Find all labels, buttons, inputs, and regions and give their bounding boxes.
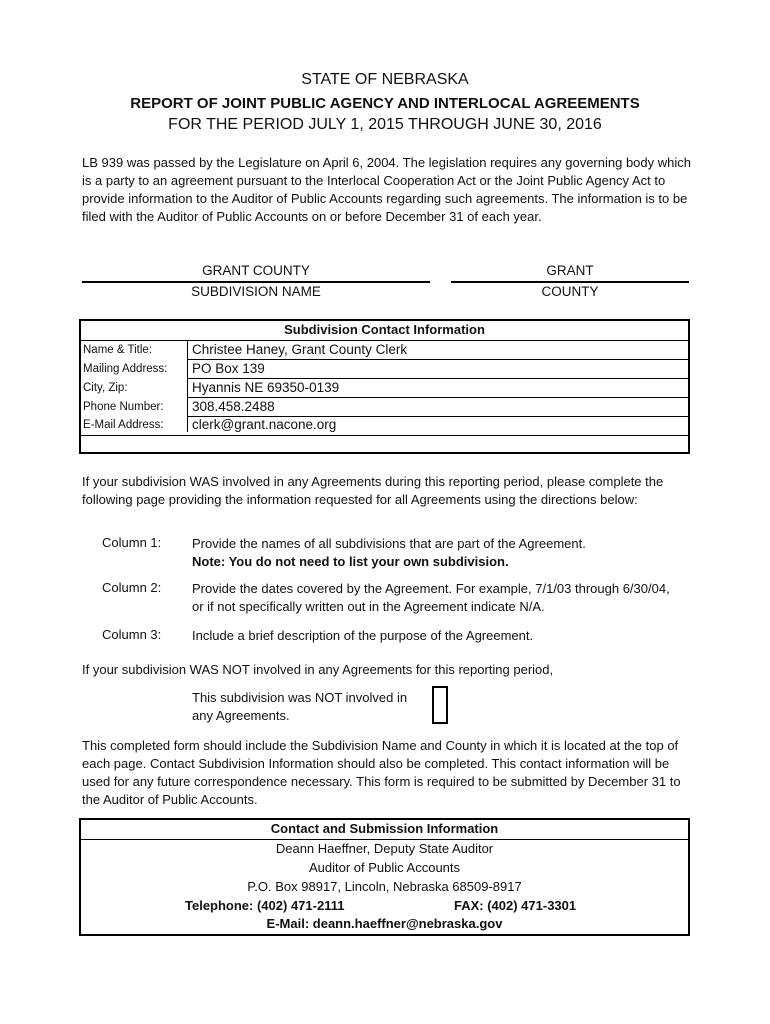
subdivision-name-line bbox=[82, 281, 430, 283]
contact-row-name bbox=[81, 341, 688, 359]
not-involved-paragraph: If your subdivision WAS NOT involved in any Agreements for this reporting period, bbox=[82, 662, 554, 677]
column-3-label: Column 3: bbox=[102, 627, 162, 642]
phone-label: Phone Number: bbox=[83, 401, 164, 413]
column-1-note: Note: You do not need to list your own subdivision. bbox=[192, 554, 509, 569]
report-period: FOR THE PERIOD JULY 1, 2015 THROUGH JUNE 30, 2016 bbox=[168, 116, 602, 133]
phone-field[interactable]: 308.458.2488 bbox=[192, 399, 275, 414]
contact-row-email bbox=[81, 417, 688, 435]
mailing-address-field[interactable]: PO Box 139 bbox=[192, 361, 265, 376]
email-field[interactable]: clerk@grant.nacone.org bbox=[192, 417, 337, 432]
city-zip-label: City, Zip: bbox=[83, 382, 128, 394]
auditor-name: Deann Haeffner, Deputy State Auditor bbox=[275, 841, 494, 856]
submission-info-box bbox=[79, 818, 690, 936]
name-title-field[interactable]: Christee Haney, Grant County Clerk bbox=[192, 342, 408, 357]
subdivision-name-value[interactable]: GRANT COUNTY bbox=[202, 263, 310, 278]
county-line bbox=[451, 281, 689, 283]
auditor-telephone: Telephone: (402) 471-2111 bbox=[185, 898, 345, 913]
contact-row-mailing bbox=[81, 360, 688, 378]
name-title-label: Name & Title: bbox=[83, 344, 153, 356]
submission-box-divider bbox=[81, 839, 688, 840]
county-value[interactable]: GRANT bbox=[546, 263, 594, 278]
was-involved-paragraph: If your subdivision WAS involved in any Agreements during this reporting period, please complete the following page providing the information requested for all Agreements using the directions below: bbox=[82, 474, 664, 507]
auditor-office: Auditor of Public Accounts bbox=[308, 860, 461, 875]
column-2-text: Provide the dates covered by the Agreement. For example, 7/1/03 through 6/30/04, or if not specifically written out in the Agreement indicate N/A. bbox=[192, 581, 670, 614]
not-involved-checkbox[interactable] bbox=[432, 686, 448, 724]
column-1-text: Provide the names of all subdivisions that are part of the Agreement. bbox=[192, 536, 586, 551]
not-involved-checkbox-label: This subdivision was NOT involved in any Agreements. bbox=[192, 690, 408, 723]
subdivision-name-caption: SUBDIVISION NAME bbox=[191, 284, 321, 299]
column-1-label: Column 1: bbox=[102, 535, 162, 550]
completed-form-note: This completed form should include the Subdivision Name and County in which it is located at the top of each page. Contact Subdivision Information should also be completed. This contact information will be used for any future correspondence necessary. This form is required to be submitted by December 31 to the Auditor of Public Accounts. bbox=[82, 738, 681, 807]
contact-row-phone bbox=[81, 398, 688, 416]
row-divider bbox=[81, 435, 688, 436]
county-caption: COUNTY bbox=[541, 284, 599, 299]
contact-row-city bbox=[81, 379, 688, 397]
state-heading: STATE OF NEBRASKA bbox=[301, 71, 469, 88]
submission-box-title: Contact and Submission Information bbox=[270, 821, 499, 836]
contact-info-box bbox=[79, 319, 690, 454]
report-title: REPORT OF JOINT PUBLIC AGENCY AND INTERLOCAL AGREEMENTS bbox=[130, 95, 640, 112]
contact-box-title: Subdivision Contact Information bbox=[284, 322, 485, 337]
mailing-address-label: Mailing Address: bbox=[83, 363, 168, 375]
auditor-address: P.O. Box 98917, Lincoln, Nebraska 68509-8917 bbox=[247, 879, 522, 894]
city-zip-field[interactable]: Hyannis NE 69350-0139 bbox=[192, 380, 340, 395]
auditor-fax: FAX: (402) 471-3301 bbox=[454, 898, 577, 913]
intro-paragraph: LB 939 was passed by the Legislature on April 6, 2004. The legislation requires any governing body which is a party to an agreement pursuant to the Interlocal Cooperation Act or the Joint Public Agency Act to provide information to the Auditor of Public Accounts regarding such agreements. The information is to be filed with the Auditor of Public Accounts on or before December 31 of each year. bbox=[82, 155, 691, 224]
column-2-label: Column 2: bbox=[102, 580, 162, 595]
auditor-email[interactable]: E-Mail: deann.haeffner@nebraska.gov bbox=[266, 916, 503, 931]
column-3-text: Include a brief description of the purpose of the Agreement. bbox=[192, 628, 534, 643]
email-label: E-Mail Address: bbox=[83, 419, 164, 431]
